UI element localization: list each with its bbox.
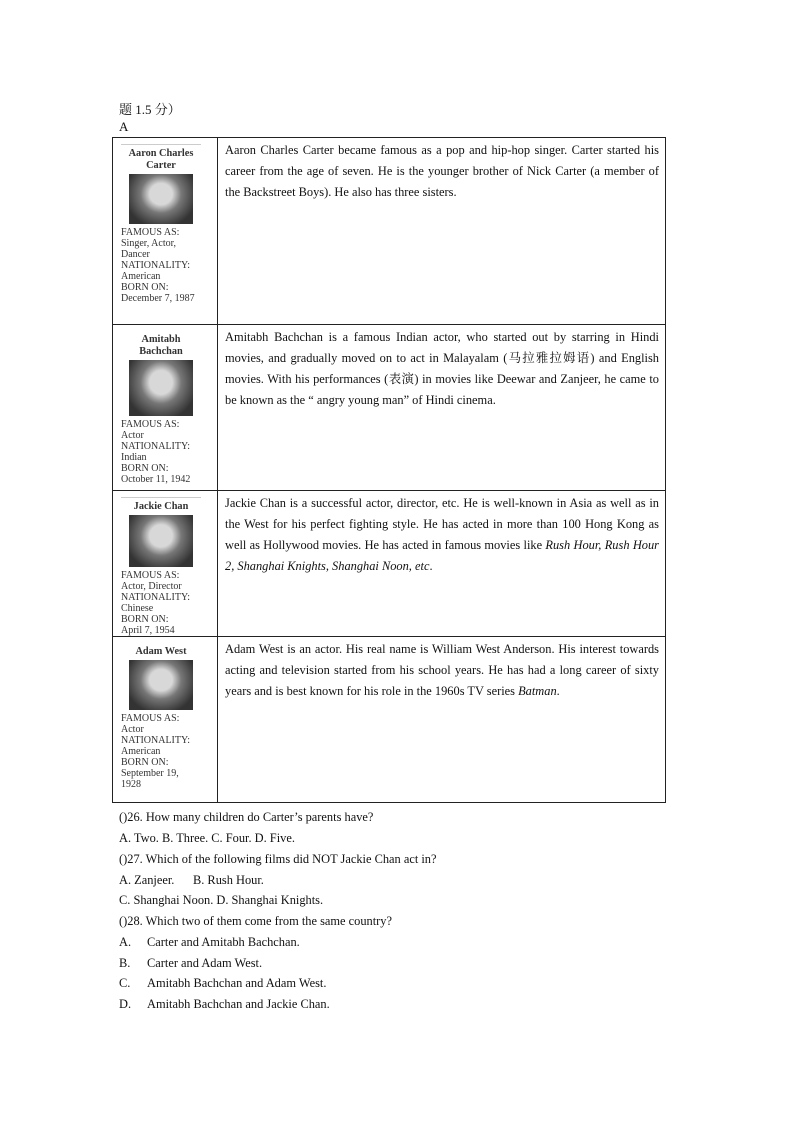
option-letter: C. (119, 976, 131, 990)
person-photo (129, 174, 193, 224)
question-28: ()28. Which two of them come from the same country? (119, 914, 392, 928)
famous-value: Actor (121, 430, 144, 441)
movie-titles: Rush Hour, Rush Hour 2, Shanghai Knights, Shanghai Noon, etc (225, 538, 659, 573)
section-label: A (119, 119, 129, 134)
person-name: Adam West (135, 646, 187, 657)
question-28-option (119, 935, 300, 950)
table-row (113, 491, 666, 637)
famous-label: FAMOUS AS: (121, 570, 180, 581)
famous-value: Actor (121, 724, 144, 735)
nationality-label: NATIONALITY: (121, 260, 191, 271)
series-title: Batman (518, 684, 557, 698)
person-description: Jackie Chan is a successful actor, director, etc. He is well-known in Asia as well as in the West for his perfect fighting style. He has acted in more than 100 Hong Kong as well as Hollywood movies. He has acted in famous movies like (225, 496, 659, 552)
nationality-value: American (121, 271, 161, 282)
description-end: . (556, 684, 560, 698)
question-26: ()26. How many children do Carter’s parents have? (119, 810, 374, 824)
question-26-options: A. Two. B. Three. C. Four. D. Five. (119, 831, 295, 845)
option-letter: A. (119, 935, 132, 949)
question-28-option (119, 956, 262, 971)
option-text: Carter and Adam West. (147, 956, 263, 970)
profile-card (121, 144, 201, 304)
famous-label: FAMOUS AS: (121, 227, 180, 238)
profile-card (121, 497, 201, 636)
profile-card (121, 331, 201, 485)
question-28-option (119, 997, 330, 1012)
born-value: December 7, 1987 (121, 293, 195, 304)
person-name: Amitabh Bachchan (139, 334, 183, 357)
question-27: ()27. Which of the following films did NOT Jackie Chan act in? (119, 852, 437, 866)
question-27-options: C. Shanghai Noon. D. Shanghai Knights. (119, 893, 324, 907)
score-note: 题 1.5 分） (119, 102, 181, 117)
famous-value: Singer, Actor, Dancer (121, 238, 177, 260)
born-value: October 11, 1942 (121, 474, 191, 485)
person-description: Aaron Charles Carter became famous as a pop and hip-hop singer. Carter started his career from the age of seven. He is the younger brother of Nick Carter (a member of the Backstreet Boys). He also has three sisters. (225, 143, 659, 199)
option-text: Amitabh Bachchan and Jackie Chan. (147, 997, 330, 1011)
person-name: Aaron Charles Carter (121, 144, 201, 172)
profile-card (121, 643, 201, 790)
person-photo (129, 660, 193, 710)
person-photo (129, 360, 193, 416)
born-value: April 7, 1954 (121, 625, 175, 636)
person-photo (129, 515, 193, 567)
celebrity-table (112, 137, 666, 803)
born-label: BORN ON: (121, 614, 169, 625)
nationality-label: NATIONALITY: (121, 592, 191, 603)
nationality-label: NATIONALITY: (121, 735, 191, 746)
table-row (113, 138, 666, 325)
nationality-value: American (121, 746, 161, 757)
born-value: September 19, 1928 (121, 768, 179, 790)
option-text: Amitabh Bachchan and Adam West. (147, 976, 327, 990)
question-27-options: A. Zanjeer. B. Rush Hour. (119, 873, 264, 887)
option-letter: B. (119, 956, 131, 970)
person-name: Jackie Chan (121, 497, 201, 513)
famous-label: FAMOUS AS: (121, 419, 180, 430)
person-description: Adam West is an actor. His real name is William West Anderson. His interest towards acting and television started from his school years. He has had a long career of sixty years and is best known for his role in the 1960s TV series (225, 642, 659, 698)
option-letter: D. (119, 997, 132, 1011)
person-description: Amitabh Bachchan is a famous Indian actor, who started out by starring in Hindi movies, and gradually moved on to act in Malayalam (马拉雅拉姆语) and English movies. With his performances (表演) in movies like Deewar and Zanjeer, he came to be known as the “ angry young man” of Hindi cinema. (225, 330, 659, 407)
nationality-value: Indian (121, 452, 147, 463)
famous-label: FAMOUS AS: (121, 713, 180, 724)
born-label: BORN ON: (121, 757, 169, 768)
question-28-option (119, 976, 326, 991)
nationality-value: Chinese (121, 603, 154, 614)
famous-value: Actor, Director (121, 581, 182, 592)
nationality-label: NATIONALITY: (121, 441, 191, 452)
born-label: BORN ON: (121, 463, 169, 474)
option-text: Carter and Amitabh Bachchan. (147, 935, 300, 949)
table-row (113, 325, 666, 491)
table-row (113, 637, 666, 803)
born-label: BORN ON: (121, 282, 169, 293)
description-end: . (429, 559, 433, 573)
